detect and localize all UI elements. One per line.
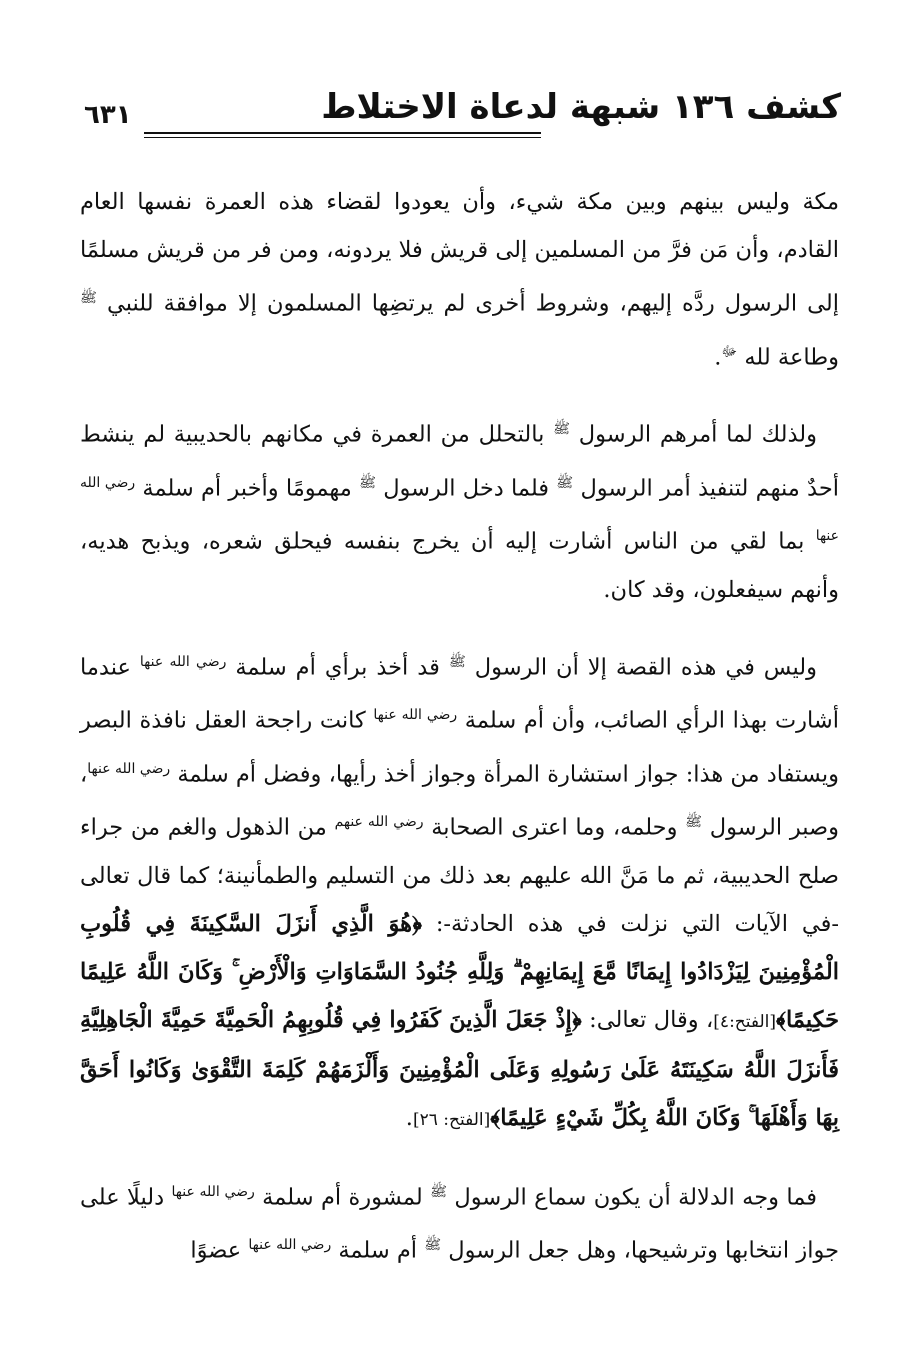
page-number: ٦٣١ <box>84 100 132 130</box>
paragraph-4-text-c: دليلًا على جواز انتخابها وترشيحها، وهل جعل الرسول <box>80 1184 839 1264</box>
paragraph-1-text-b: وطاعة لله <box>737 344 839 370</box>
paragraph-1-text-a: مكة وليس بينهم وبين مكة شيء، وأن يعودوا لقضاء هذه العمرة نفسها العام القادم، وأن مَن فرَّ من المسلمين إلى قريش فلا يردونه، ومن فر من قريش مسلمًا إلى الرسول ردَّه إليهم، وشروط أخرى لم يرتضِها المسلمون إلا موافقة للنبي <box>80 189 839 317</box>
honorific-icon: رضي الله عنها <box>87 760 171 777</box>
paragraph-3-text-b: قد أخذ برأي أم سلمة <box>226 654 449 680</box>
page-header <box>84 82 841 150</box>
honorific-icon: ﷺ <box>359 474 376 491</box>
book-title: كشف ١٣٦ شبهة لدعاة الاختلاط <box>321 87 841 127</box>
quran-verse: ﴿إِذْ جَعَلَ الَّذِينَ كَفَرُوا فِي قُلُوبِهِمُ الْحَمِيَّةَ حَمِيَّةَ الْجَاهِلِيَّةِ فَأَنزَلَ اللَّهُ سَكِينَتَهُ عَلَىٰ رَسُولِهِ وَعَلَى الْمُؤْمِنِينَ وَأَلْزَمَهُمْ كَلِمَةَ التَّقْوَىٰ وَكَانُوا أَحَقَّ بِهَا وَأَهْلَهَا ۚ وَكَانَ اللَّهُ بِكُلِّ شَيْءٍ عَلِيمًا﴾ <box>80 1006 839 1131</box>
honorific-icon: ﷺ <box>553 421 571 437</box>
paragraph-1-text-c: . <box>714 344 722 370</box>
paragraph-4 <box>80 1168 839 1275</box>
paragraph-3-text-i: . <box>405 1104 413 1131</box>
honorific-icon: رضي الله عنها <box>248 1237 332 1253</box>
honorific-icon: ﷺ <box>556 474 574 491</box>
honorific-icon: رضي الله عنها <box>171 1183 255 1200</box>
paragraph-3-text-d: كانت راجحة العقل نافذة البصر ويستفاد من هذا: جواز استشارة المرأة وجواز أخذ رأيها، وفضل أم سلمة <box>80 707 840 787</box>
honorific-icon: رضي الله عنها <box>139 653 227 670</box>
paragraph-2-text-d: مهمومًا وأخبر أم سلمة <box>135 475 360 501</box>
verse-reference: [الفتح:٤] <box>713 1011 777 1032</box>
body-text <box>80 178 839 1299</box>
paragraph-2 <box>80 405 839 614</box>
paragraph-3-text-g: من الذهول والغم من جراء صلح الحديبية، ثم ما مَنَّ الله عليهم بعد ذلك من التسليم والطمأنينة؛ كما قال تعالى -في الآيات التي نزلت في هذه الحادثة-: <box>80 814 839 937</box>
verse-reference: [الفتح: ٢٦] <box>412 1109 491 1130</box>
paragraph-4-text-b: لمشورة أم سلمة <box>254 1184 431 1210</box>
paragraph-3-text-e: ، وصبر الرسول <box>80 761 839 841</box>
paragraph-3-text-h: ، وقال تعالى: <box>581 1006 714 1033</box>
paragraph-2-text-e: بما لقي من الناس أشارت إليه أن يخرج بنفسه فيحلق شعره، ويذبح هديه، وأنهم سيفعلون، وقد كان. <box>80 528 839 603</box>
honorific-icon: رضي الله عنها <box>80 474 839 544</box>
honorific-icon: ﷺ <box>430 1183 448 1200</box>
header-rule <box>144 132 541 138</box>
paragraph-1 <box>80 178 839 381</box>
honorific-icon: ﷺ <box>448 653 466 670</box>
honorific-icon: رضي الله عنها <box>373 707 458 723</box>
quran-verse: ﴿هُوَ الَّذِي أَنزَلَ السَّكِينَةَ فِي قُلُوبِ الْمُؤْمِنِينَ لِيَزْدَادُوا إِيمَانًا مَّعَ إِيمَانِهِمْ ۗ وَلِلَّهِ جُنُودُ السَّمَاوَاتِ وَالْأَرْضِ ۚ وَكَانَ اللَّهُ عَلِيمًا حَكِيمًا﴾ <box>80 910 839 1033</box>
paragraph-3 <box>80 638 839 1144</box>
paragraph-4-text-e: عضوًا <box>190 1237 249 1264</box>
paragraph-4-text-a: فما وجه الدلالة أن يكون سماع الرسول <box>447 1184 817 1210</box>
honorific-icon: ﷺ <box>685 814 703 830</box>
paragraph-2-text-b: بالتحلل من العمرة في مكانهم بالحديبية لم ينشط أحدٌ منهم لتنفيذ أمر الرسول <box>80 421 840 501</box>
honorific-icon: ﷺ <box>424 1237 442 1253</box>
honorific-icon: رضي الله عنهم <box>334 814 424 830</box>
honorific-icon: ﷻ <box>721 343 738 360</box>
paragraph-3-text-a: وليس في هذه القصة إلا أن الرسول <box>465 654 817 680</box>
honorific-icon: ﷺ <box>80 290 97 306</box>
paragraph-2-text-c: فلما دخل الرسول <box>375 475 557 501</box>
paragraph-3-text-c: عندما أشارت بهذا الرأي الصائب، وأن أم سلمة <box>80 654 839 734</box>
paragraph-2-text-a: ولذلك لما أمرهم الرسول <box>570 421 817 448</box>
paragraph-4-text-d: أم سلمة <box>331 1237 425 1264</box>
paragraph-3-text-f: وحلمه، وما اعترى الصحابة <box>423 814 686 841</box>
